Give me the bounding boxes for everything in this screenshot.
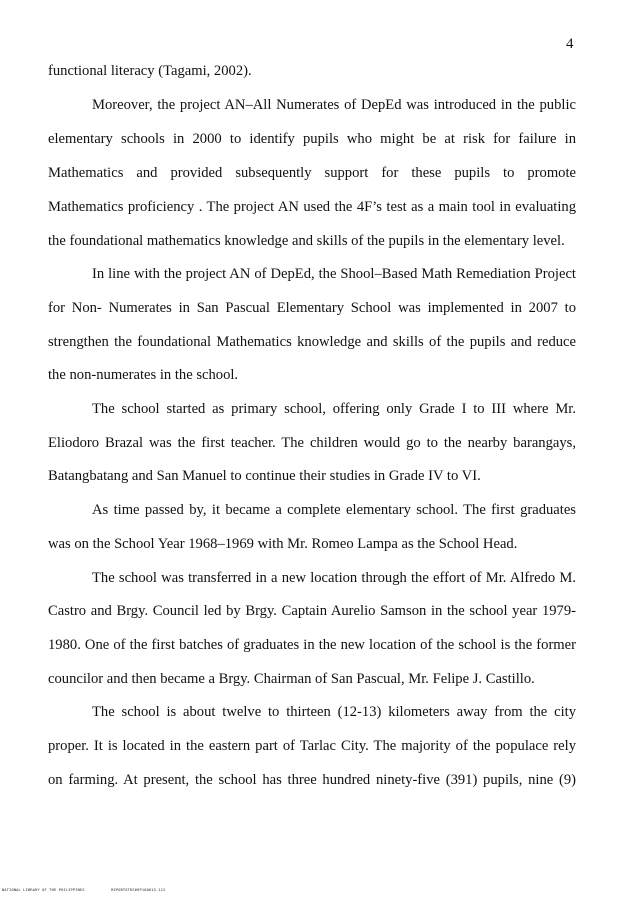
text-line: the foundational mathematics knowledge and skills of the pupils in the elementary level. [48,233,565,249]
text-line: 1980. One of the first batches of graduates in the new location of the school is the former [48,637,576,653]
text-line: the non-numerates in the school. [48,367,239,383]
text-line: The school is about twelve to thirteen (12-13) kilometers away from the city [92,704,576,720]
footer-code: REPORTOTRS09P16001S-112 [111,888,166,892]
text-line: In line with the project AN of DepEd, the Shool–Based Math Remediation Project [92,266,576,282]
text-line: for Non- Numerates in San Pascual Elementary School was implemented in 2007 to [48,300,576,316]
text-line: As time passed by, it became a complete elementary school. The first graduates [92,502,576,518]
footer-stamp [2,888,189,892]
text-line: proper. It is located in the eastern part of Tarlac City. The majority of the populace rely [48,738,576,754]
text-line: on farming. At present, the school has three hundred ninety-five (391) pupils, nine (9) [48,772,576,788]
text-line: councilor and then became a Brgy. Chairman of San Pascual, Mr. Felipe J. Castillo. [48,671,535,687]
footer-library: NATIONAL LIBRARY OF THE PHILIPPINES [2,888,85,892]
text-line: Mathematics proficiency . The project AN used the 4F’s test as a main tool in evaluating [48,199,576,215]
text-line: Batangbatang and San Manuel to continue their studies in Grade IV to VI. [48,468,481,484]
page-number: 4 [566,36,574,52]
text-line: Eliodoro Brazal was the first teacher. The children would go to the nearby barangays, [48,435,576,451]
text-line: The school was transferred in a new location through the effort of Mr. Alfredo M. [92,570,576,586]
text-line: functional literacy (Tagami, 2002). [48,63,252,79]
text-line: Mathematics and provided subsequently support for these pupils to promote [48,165,576,181]
text-line: Castro and Brgy. Council led by Brgy. Captain Aurelio Samson in the school year 1979- [48,603,576,619]
text-line: was on the School Year 1968–1969 with Mr. Romeo Lampa as the School Head. [48,536,518,552]
text-line: strengthen the foundational Mathematics knowledge and skills of the pupils and reduce [48,334,576,350]
text-line: The school started as primary school, offering only Grade I to III where Mr. [92,401,576,417]
text-line: Moreover, the project AN–All Numerates of DepEd was introduced in the public [92,97,576,113]
text-line: elementary schools in 2000 to identify pupils who might be at risk for failure in [48,131,576,147]
